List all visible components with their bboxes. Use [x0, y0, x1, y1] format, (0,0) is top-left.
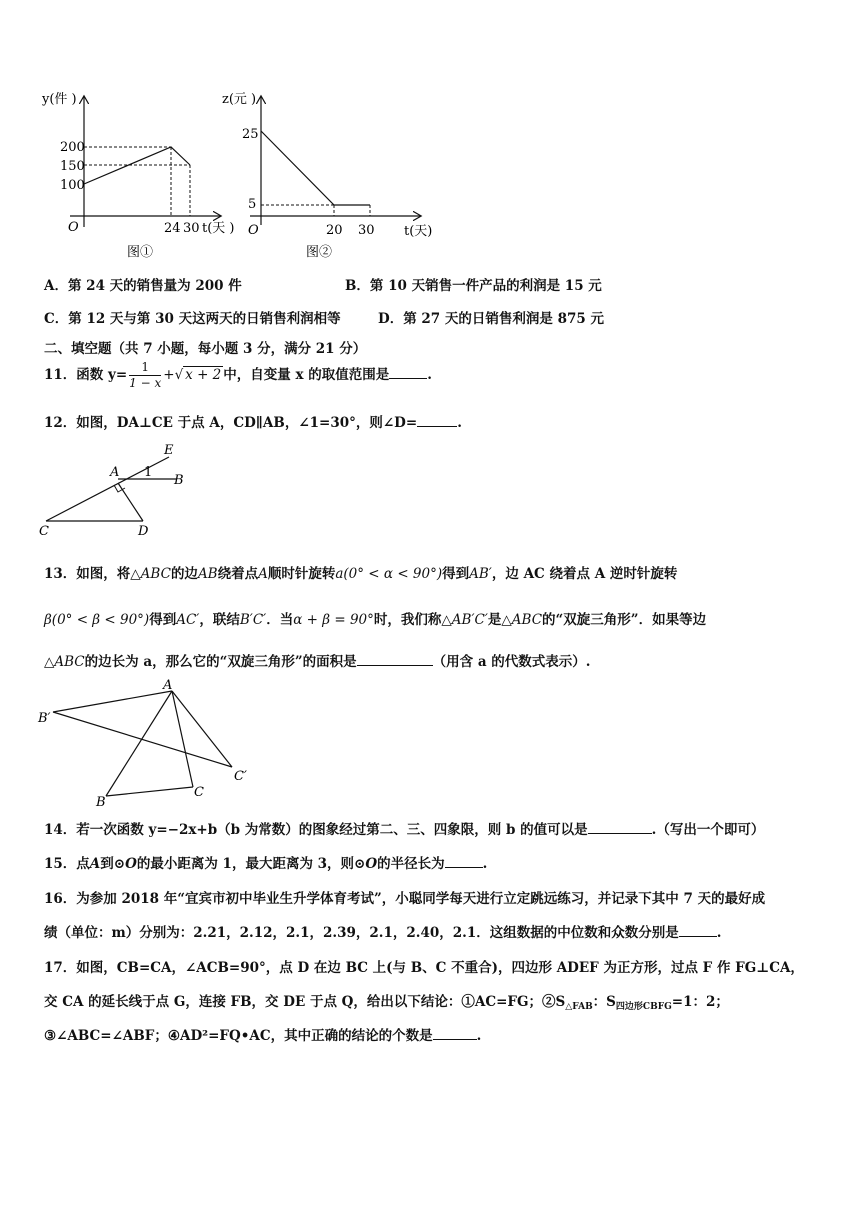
question-14: [44, 818, 764, 838]
q13-text: 时，我们称: [373, 612, 442, 628]
q10-option-c: C．第 12 天与第 30 天这两天的日销售利润相等: [44, 311, 341, 327]
label-e: E: [164, 443, 174, 458]
question-12: [44, 411, 462, 431]
q17-subscript: △FAB: [565, 1002, 593, 1012]
q13-math: AC′: [176, 612, 200, 628]
q13-math: AB′: [469, 566, 492, 582]
y-tick-200: 200: [60, 140, 85, 155]
q13-text: 顺时针旋转: [267, 566, 336, 582]
question-16-line-1: 16．为参加 2018 年“宜宾市初中毕业生升学体育考试”，小聪同学每天进行立定跳远练习，并记录下其中 7 天的最好成: [44, 891, 766, 907]
label-b: B: [174, 473, 184, 488]
origin-label: O: [68, 220, 79, 235]
y-tick-100: 100: [60, 178, 85, 193]
label-c: C: [194, 785, 204, 800]
question-11: [44, 360, 432, 391]
q15-text: 的最小距离为 1，最大距离为 3，则⊙: [136, 856, 366, 872]
x-tick-30: 30: [183, 221, 200, 236]
q11-numerator: 1: [129, 360, 161, 376]
q13-text: 是: [487, 612, 502, 628]
q14-end: .（写出一个即可）: [651, 822, 765, 838]
q13-math: a(0° < α < 90°): [335, 566, 443, 582]
q11-sqrt: √ x + 2: [174, 367, 222, 383]
question-17-line-2: [44, 990, 729, 1012]
question-13-line-3: [44, 650, 590, 670]
q17-text: ：S: [592, 994, 616, 1010]
y-tick-5: 5: [248, 197, 257, 212]
q15-text: 的半径长为: [377, 856, 445, 872]
q11-denominator: 1 − x: [129, 376, 162, 390]
q16-answer-blank[interactable]: [679, 936, 717, 937]
q17-end: .: [476, 1028, 482, 1044]
q16-end: .: [716, 925, 722, 941]
label-c-prime: C′: [234, 769, 247, 784]
q13-math: β(0° < β < 90°): [44, 612, 150, 628]
x-axis-label: t(天): [404, 224, 433, 239]
origin-label: O: [248, 223, 259, 238]
y-tick-25: 25: [242, 127, 259, 142]
q13-math: A: [258, 566, 268, 582]
x-axis-label: t(天 ): [202, 221, 235, 236]
q14-answer-blank[interactable]: [588, 833, 652, 834]
label-a: A: [110, 465, 120, 480]
q10-option-a: A．第 24 天的销售量为 200 件: [44, 278, 242, 294]
q13-figure: [36, 676, 256, 808]
q11-prefix: 11．函数 y=: [44, 367, 128, 383]
q13-answer-blank[interactable]: [357, 665, 433, 666]
q14-text: 14．若一次函数 y=−2x+b（b 为常数）的图象经过第二、三、四象限，则 b 的值可以是: [44, 822, 588, 838]
question-16-line-2: [44, 921, 721, 941]
q15-math: O: [365, 856, 378, 872]
seg-ac-prime: [172, 691, 232, 767]
q17-text: =1：2；: [671, 994, 729, 1010]
q10-option-d: D．第 27 天的日销售利润是 875 元: [378, 311, 604, 327]
question-15: [44, 852, 487, 872]
q13-text: 绕着点: [217, 566, 259, 582]
q11-suffix: 中，自变量 x 的取值范围是: [223, 367, 390, 383]
q13-text: ，联结: [199, 612, 240, 628]
x-tick-30: 30: [358, 223, 375, 238]
label-1: 1: [144, 465, 153, 480]
graph-2-caption: 图②: [306, 245, 333, 260]
label-a: A: [163, 678, 173, 693]
q13-text: ，边 AC 绕着点 A 逆时针旋转: [491, 566, 678, 582]
q13-text: 的“双旋三角形”．如果等边: [542, 612, 707, 628]
q13-text: 得到: [149, 612, 177, 628]
label-c: C: [39, 524, 49, 539]
q13-text: 的边长为 a，那么它的“双旋三角形”的面积是: [84, 654, 357, 670]
q13-math: AB: [197, 566, 218, 582]
q13-math: α + β = 90°: [293, 612, 374, 628]
graph-2: [220, 85, 450, 265]
q12-figure: [36, 440, 206, 540]
q11-end: .: [427, 367, 432, 383]
q15-text: 15．点: [44, 856, 90, 872]
seg-bc: [106, 787, 193, 796]
question-17-line-3: [44, 1024, 481, 1044]
q17-answer-blank[interactable]: [433, 1039, 477, 1040]
q15-text: 到⊙: [100, 856, 126, 872]
q13-text: 得到: [442, 566, 470, 582]
x-tick-20: 20: [326, 223, 343, 238]
q16-text: 绩（单位：m）分别为：2.21，2.12，2.1，2.39，2.1，2.40，2.1．这组数据的中位数和众数分别是: [44, 925, 679, 941]
q11-answer-blank[interactable]: [389, 378, 427, 379]
q13-math: △ABC: [130, 566, 171, 582]
seg-ab-prime: [53, 691, 172, 712]
y-axis-label: y(件 ): [42, 92, 77, 107]
q11-fraction: [129, 360, 161, 391]
q12-text: 12．如图，DA⊥CE 于点 A，CD∥AB，∠1=30°，则∠D=: [44, 415, 418, 431]
q13-text: （用含 a 的代数式表示）.: [432, 654, 591, 670]
q13-math: △ABC: [44, 654, 85, 670]
q15-answer-blank[interactable]: [445, 867, 483, 868]
question-13-line-2: [44, 608, 706, 628]
y-axis-label: z(元 ): [222, 92, 257, 107]
q15-math: A: [89, 856, 101, 872]
q17-text: 交 CA 的延长线于点 G，连接 FB，交 DE 于点 Q，给出以下结论：①AC=FG；②S: [44, 994, 566, 1010]
label-b-prime: B′: [38, 711, 51, 726]
question-13-line-1: [44, 562, 677, 582]
q17-text: ③∠ABC=∠ABF；④AD²=FQ•AC，其中正确的结论的个数是: [44, 1028, 433, 1044]
label-b: B: [96, 795, 106, 808]
graph-1-caption: 图①: [127, 245, 154, 260]
q12-end: .: [457, 415, 462, 431]
profit-line: [261, 131, 370, 205]
q17-subscript: 四边形CBFG: [615, 1002, 672, 1012]
q13-text: 的边: [170, 566, 198, 582]
seg-ab: [106, 691, 172, 796]
q15-end: .: [482, 856, 488, 872]
seg-bc-prime: [53, 712, 232, 767]
question-17-line-1: 17．如图，CB=CA，∠ACB=90°，点 D 在边 BC 上(与 B、C 不重合)，四边形 ADEF 为正方形，过点 F 作 FG⊥CA，: [44, 960, 804, 976]
y-tick-150: 150: [60, 159, 85, 174]
seg-ac: [172, 691, 193, 787]
q12-answer-blank[interactable]: [417, 426, 457, 427]
graph-1: [40, 85, 240, 265]
x-tick-24: 24: [164, 221, 181, 236]
q13-text: 13．如图，将: [44, 566, 131, 582]
q13-math: △AB′C′: [441, 612, 488, 628]
q13-math: △ABC: [501, 612, 543, 628]
section-2-title: 二、填空题（共 7 小题，每小题 3 分，满分 21 分）: [44, 341, 367, 357]
q11-plus: +: [163, 367, 175, 383]
q10-option-b: B．第 10 天销售一件产品的利润是 15 元: [345, 278, 602, 294]
q11-radicand: x + 2: [185, 367, 222, 383]
q15-math: O: [125, 856, 137, 872]
q13-math: B′C′: [239, 612, 267, 628]
label-d: D: [138, 524, 149, 539]
q13-text: ．当: [266, 612, 294, 628]
line-ad: [118, 483, 143, 521]
